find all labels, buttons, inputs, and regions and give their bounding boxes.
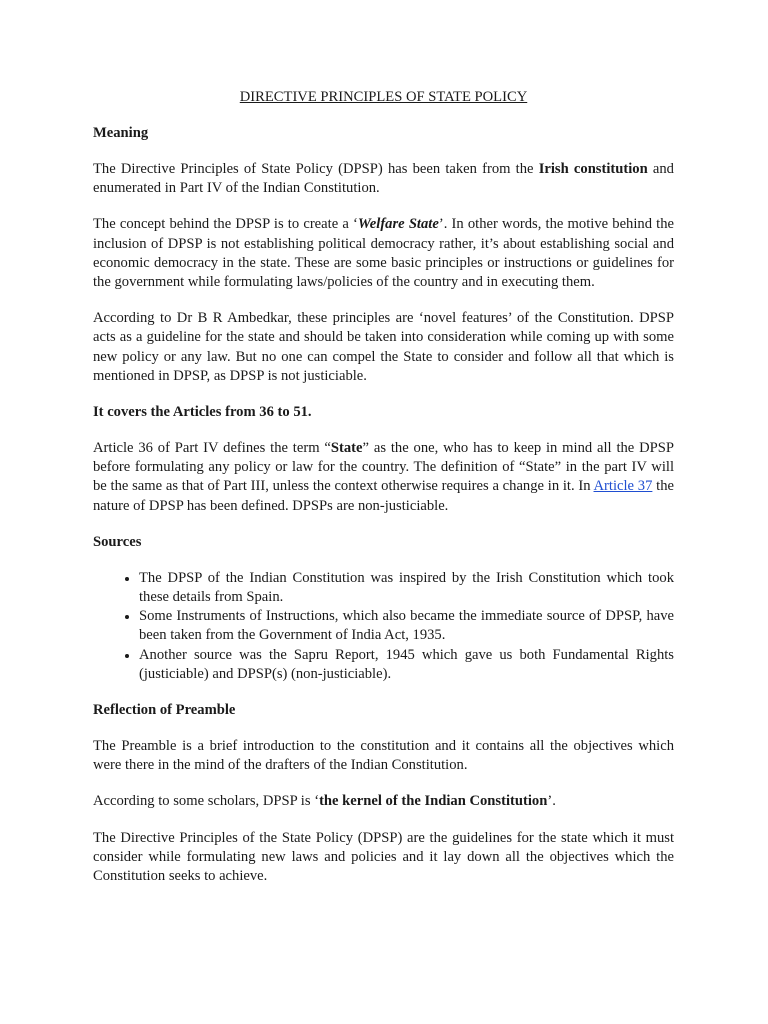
sources-list: [93, 569, 674, 684]
paragraph-preamble-1: The Preamble is a brief introduction to the constitution and it contains all the objectives which were there in the mind of the drafters of the Indian Constitution.: [93, 738, 674, 774]
paragraph-preamble-2: According to some scholars, DPSP is ‘the kernel of the Indian Constitution’.: [93, 793, 556, 810]
paragraph-articles-1: Article 36 of Part IV defines the term “State” as the one, who has to keep in mind all the DPSP before formulating any policy or law for the country. The definition of “State” in the part IV will be the same as that of Part III, unless the context otherwise requires a change in it. In Article 37 the nature of DPSP has been defined. DPSPs are non-justiciable.: [93, 440, 675, 514]
section-heading-articles: It covers the Articles from 36 to 51.: [93, 404, 312, 421]
list-item: • Some Instruments of Instructions, which also became the immediate source of DPSP, have been taken from the Government of India Act, 1935.: [139, 607, 674, 645]
list-item: • The DPSP of the Indian Constitution was inspired by the Irish Constitution which took these details from Spain.: [139, 569, 674, 607]
paragraph-meaning-1: The Directive Principles of State Policy (DPSP) has been taken from the Irish constitution and enumerated in Part IV of the Indian Constitution.: [93, 161, 674, 197]
section-heading-sources: Sources: [93, 533, 142, 550]
section-heading-meaning: Meaning: [93, 125, 149, 141]
section-heading-preamble: Reflection of Preamble: [93, 702, 236, 719]
paragraph-meaning-3: According to Dr B R Ambedkar, these principles are ‘novel features’ of the Constitution. DPSP acts as a guideline for the state and should be taken into consideration while coming up with some new policy or any law. But no one can compel the State to consider and follow all that which is mentioned in DPSP, as DPSP is not justiciable.: [93, 310, 674, 384]
page-title: DIRECTIVE PRINCIPLES OF STATE POLICY: [239, 89, 528, 105]
list-item: • Another source was the Sapru Report, 1945 which gave us both Fundamental Rights (justiciable) and DPSP(s) (non-justiciable).: [139, 646, 674, 684]
document-body: [93, 88, 674, 903]
article-37-link[interactable]: Article 37: [593, 478, 653, 495]
paragraph-preamble-3: The Directive Principles of the State Policy (DPSP) are the guidelines for the state which it must consider while formulating new laws and policies and it lay down all the objectives which the Constitution seeks to achieve.: [93, 829, 674, 885]
paragraph-meaning-2: The concept behind the DPSP is to create a ‘Welfare State’. In other words, the motive behind the inclusion of DPSP is not establishing political democracy rather, it’s about establishing social and economic democracy in the state. These are some basic principles or instructions or guidelines for the government while formulating laws/policies of the country and in executing them.: [93, 216, 675, 291]
